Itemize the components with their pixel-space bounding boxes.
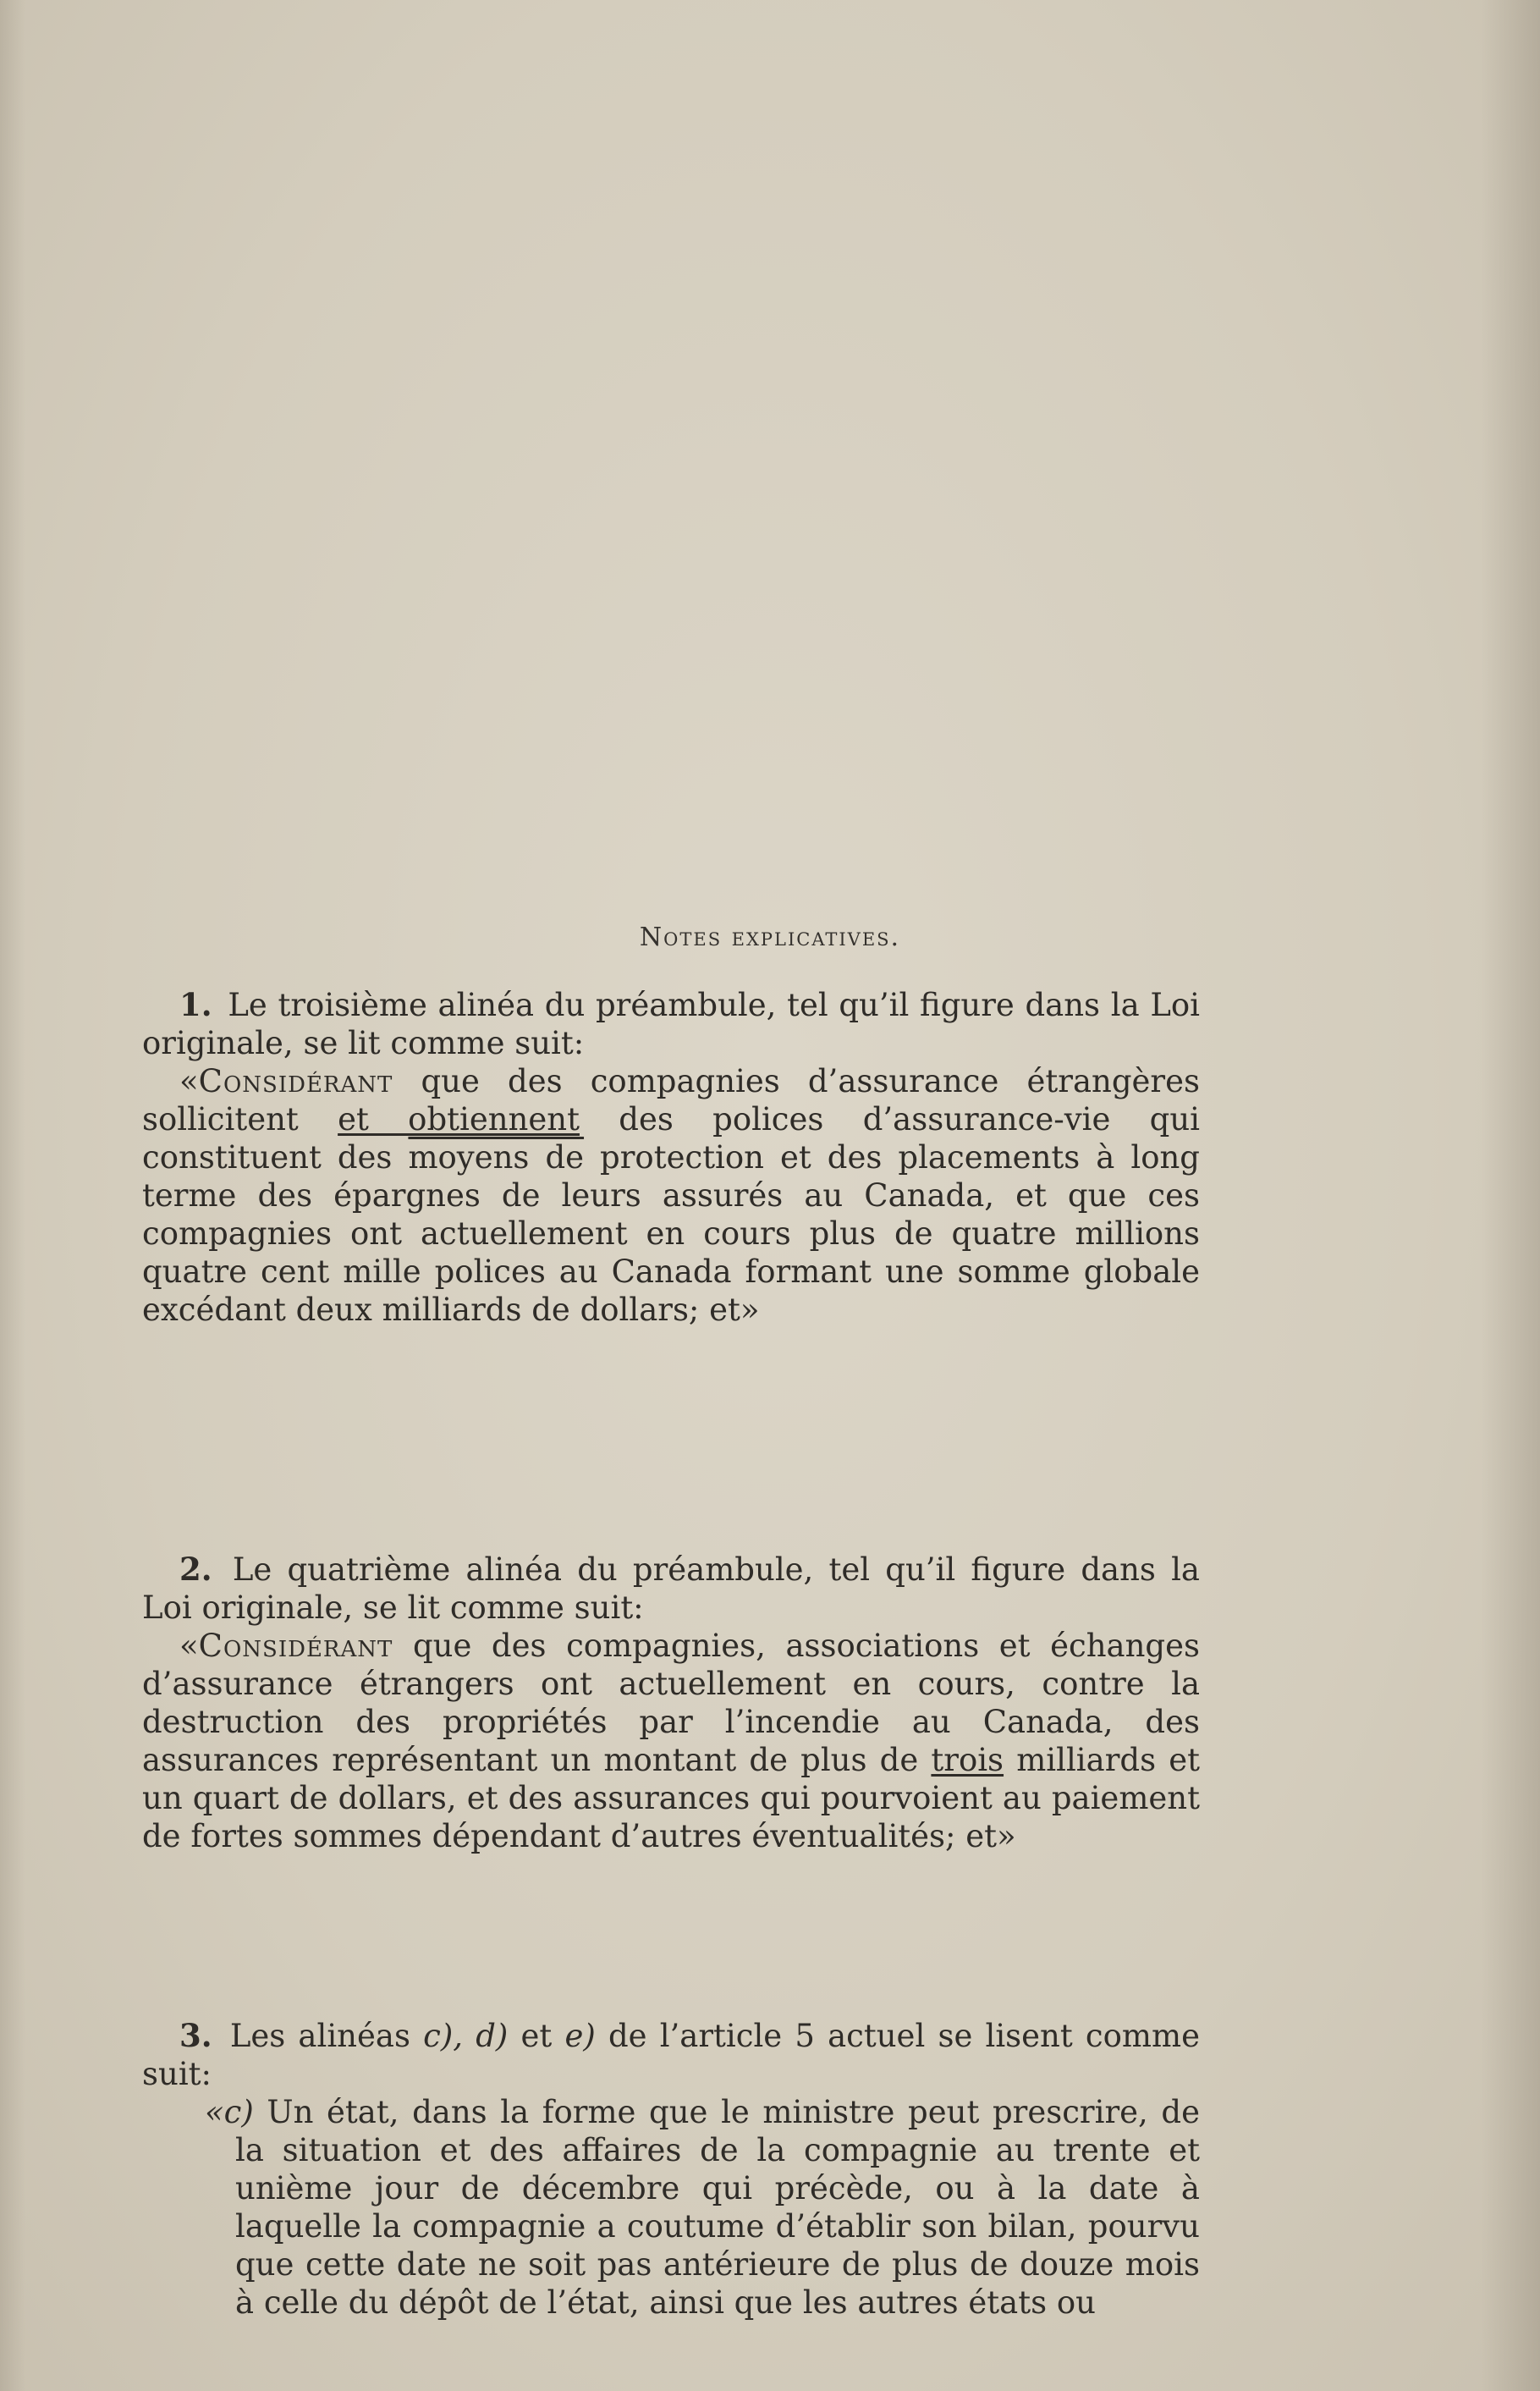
- note-2-underlined: trois: [931, 1742, 1004, 1778]
- note-1-intro-text: Le troisième alinéa du préambule, tel qu’il figure dans la Loi originale, se lit comme suit:: [142, 987, 1201, 1061]
- note-1-quote: [142, 1062, 1200, 1329]
- note-1-overlined: moyens de: [408, 1139, 585, 1176]
- note-2-text-a: que des compagnies, associations et échanges d’assurance étrangers ont actuellement en cours, contre la destruction des propriétés par l’incendie au Canada, des assurances représentant un montant de plus de: [142, 1628, 1200, 1778]
- note-1-text-a: que des compagnies d’assurance étrangères sollicitent: [142, 1063, 1200, 1138]
- page-shadow-right: [1481, 0, 1540, 2391]
- note-2-intro-text: Le quatrième alinéa du préambule, tel qu’il figure dans la Loi originale, se lit comme suit:: [142, 1551, 1200, 1626]
- note-3: [142, 2017, 1200, 2322]
- note-1-number: 1.: [179, 986, 212, 1023]
- note-2-lead-word: Considérant: [198, 1628, 393, 1664]
- note-1-intro: [142, 986, 1200, 1062]
- note-3-refs: c), d): [423, 2018, 509, 2054]
- note-2-quote: [142, 1627, 1200, 1855]
- note-1-underlined: et obtiennent: [338, 1101, 580, 1138]
- note-3-intro-c: de l’article 5 actuel se lisent comme suit:: [142, 2018, 1200, 2092]
- note-3-ref-e: e): [564, 2018, 596, 2054]
- note-1-text-c: protection et des placements à long terme des épargnes de leurs assurés au Canada, et que ces compagnies ont actuellement en cours plus de quatre millions quatre cent mille polices au Canada formant une somme globale excédant deux milliards de dollars; et»: [142, 1139, 1200, 1328]
- note-2-quote-open: «: [179, 1628, 199, 1664]
- note-2-number: 2.: [179, 1551, 212, 1588]
- note-2-intro: [142, 1551, 1200, 1627]
- note-3-item-c: [142, 2093, 1200, 2322]
- page-shadow-left: [0, 0, 25, 2391]
- note-3-intro-b: et: [508, 2018, 565, 2054]
- note-1-quote-open: «: [179, 1063, 199, 1099]
- page-title: Notes explicatives.: [639, 923, 901, 952]
- note-1: [142, 986, 1200, 1329]
- note-3-item-label: «c): [205, 2094, 254, 2130]
- note-3-intro: [142, 2017, 1200, 2093]
- note-2-text-b: milliards et un quart de dollars, et des assurances qui pourvoient au paiement de fortes sommes dépendant d’autres éventualités; et»: [142, 1742, 1200, 1854]
- note-1-text-b: des polices d’assurance-vie qui constituent des: [142, 1101, 1200, 1176]
- note-2: [142, 1551, 1200, 1855]
- note-3-item-text: Un état, dans la forme que le ministre peut prescrire, de la situation et des affaires de la compagnie au trente et unième jour de décembre qui précède, ou à la date à laquelle la compagnie a coutume d’établir son bilan, pourvu que cette date ne soit pas antérieure de plus de douze mois à celle du dépôt de l’état, ainsi que les autres états ou: [235, 2094, 1200, 2321]
- note-3-number: 3.: [179, 2017, 212, 2054]
- note-3-intro-a: Les alinéas: [229, 2018, 424, 2054]
- note-1-lead-word: Considérant: [198, 1063, 393, 1099]
